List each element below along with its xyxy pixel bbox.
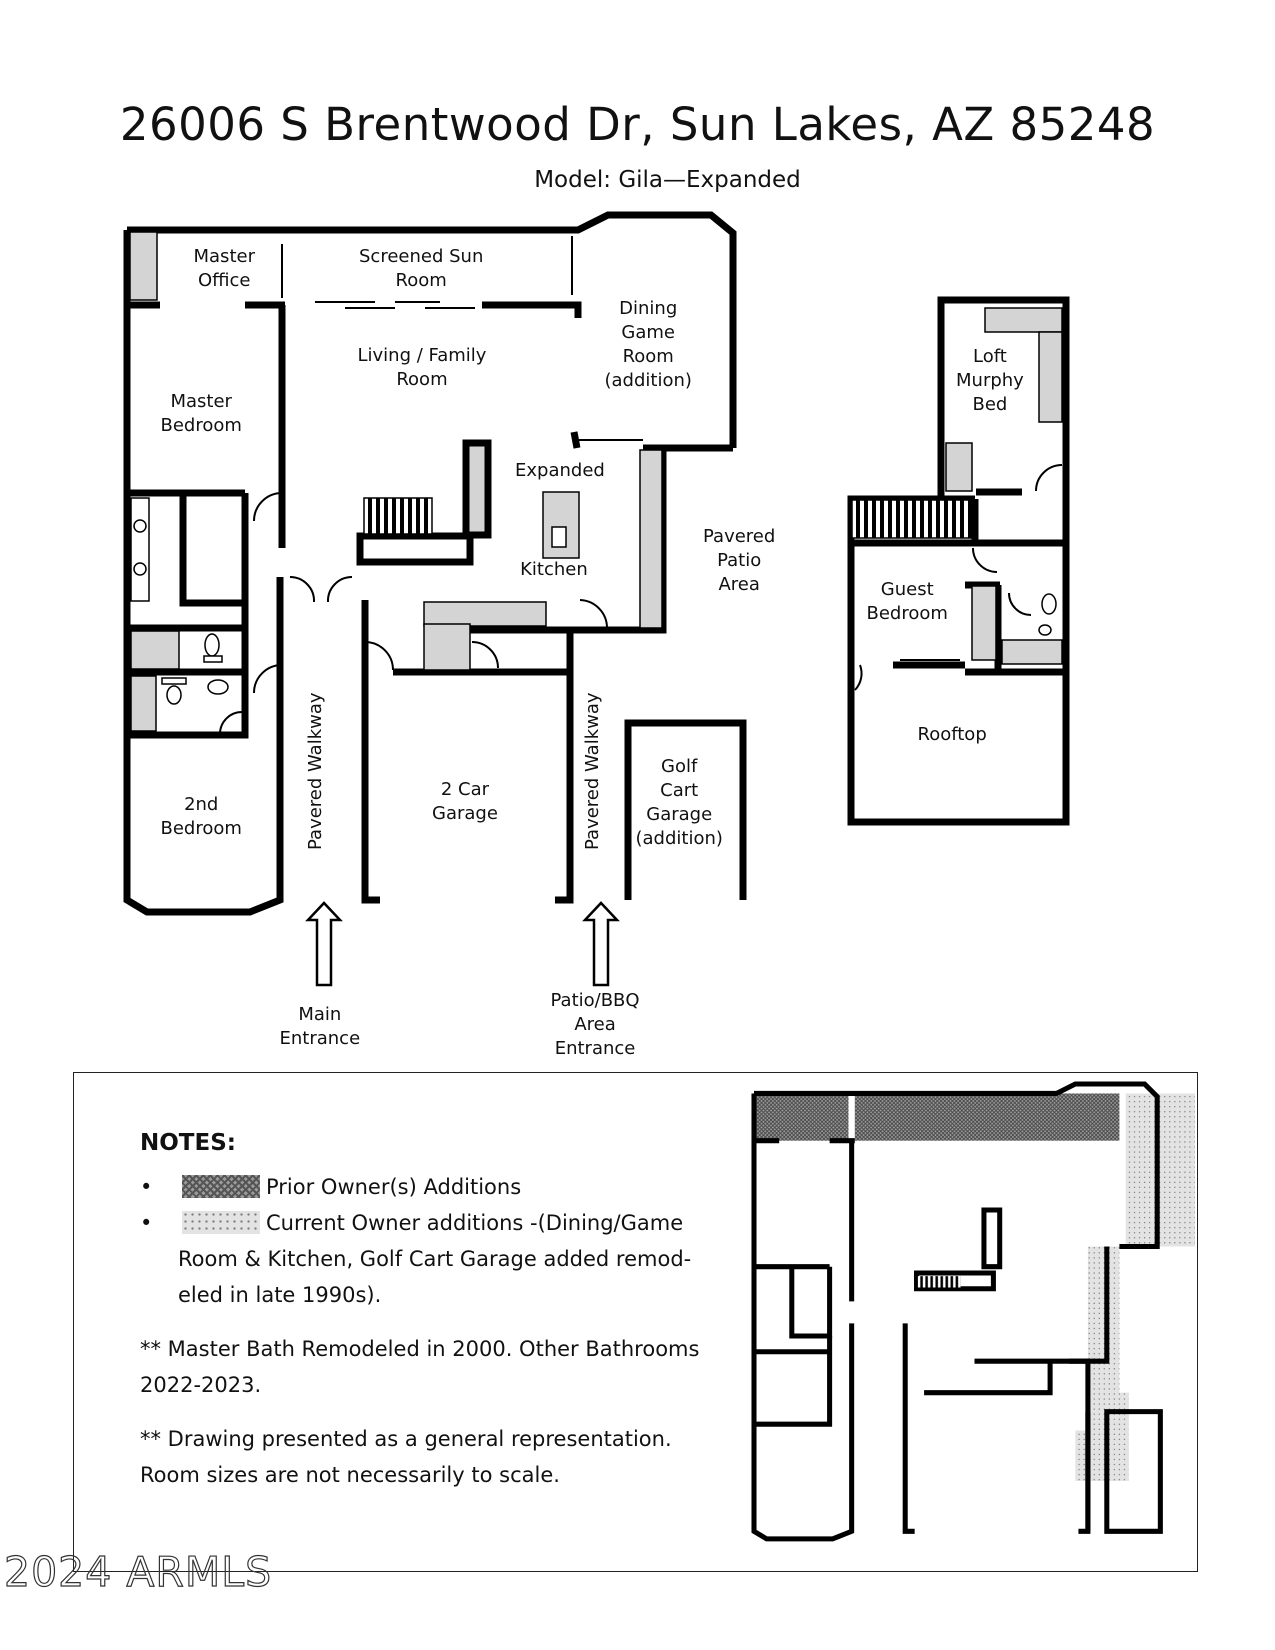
label-line: Room [396,369,448,390]
label-line: Garage [646,804,713,825]
room-label-loft [956,345,1024,417]
label-line: Dining [619,298,678,319]
label-line: Bedroom [160,818,242,839]
bath-remodel-note: ** Master Bath Remodeled in 2000. Other Bathrooms 2022-2023. [140,1337,700,1397]
label-line: Bed [972,394,1008,415]
label-line: Living / Family [357,345,487,366]
label-line: Patio [717,550,762,571]
label-line: 2nd [184,794,219,815]
room-label-expanded-kitchen [515,459,605,582]
room-label-guest-bedroom [867,578,948,626]
scale-note: ** Drawing presented as a general representation. Room sizes are not necessarily to scale. [140,1427,672,1487]
legend-item-current [140,1205,710,1313]
label-line: Bedroom [866,603,948,624]
walkway-label-text: Pavered Walkway [582,692,603,850]
kitchen-label-line: Expanded [515,460,605,481]
watermark: 2024 ARMLS [4,1548,273,1596]
label-line: Golf [661,756,698,777]
label-line: Main [298,1004,342,1025]
legend-current-label: Current Owner additions -(Dining/Game Room & Kitchen, Golf Cart Garage added remod-eled in late 1990s). [178,1211,692,1307]
kitchen-label-line: Kitchen [520,559,588,580]
label-line: Area [718,574,760,595]
label-line: Garage [432,803,498,824]
room-label-pavered-patio-area [703,525,775,597]
bullet-icon: • [140,1211,153,1235]
label-line: Cart [660,780,699,801]
label-line: Patio/BBQ [550,990,640,1011]
room-label-living-family-room [358,344,487,392]
label-line: Bedroom [160,415,242,436]
label-line: Entrance [554,1038,636,1059]
room-label-walkway-right [581,692,605,850]
label-line: Pavered [703,526,776,547]
room-label-golf-cart-garage [636,755,723,851]
model-subtitle: Model: Gila—Expanded [534,167,801,193]
label-line: Guest [880,579,934,600]
prior-additions-swatch [182,1175,260,1198]
label-line: Rooftop [917,724,987,745]
label-line: Murphy [956,370,1024,391]
room-label-dining-game-room [605,297,692,393]
room-label-rooftop [918,723,987,747]
label-line: Game [621,322,675,343]
label-line: (addition) [635,828,723,849]
room-label-two-car-garage [432,778,498,826]
room-label-master-office [194,245,255,293]
label-line: Office [197,270,251,291]
label-line: Room [395,270,447,291]
current-additions-swatch [182,1211,260,1234]
label-line: Loft [973,346,1007,367]
label-line: Entrance [279,1028,361,1049]
label-line: Room [622,346,674,367]
entrance-arrows [308,903,617,985]
label-line: Area [574,1014,616,1035]
room-label-master-bedroom [161,390,242,438]
bullet-icon: • [140,1175,153,1199]
page-title: 26006 S Brentwood Dr, Sun Lakes, AZ 85248 [119,98,1156,151]
label-line: Master [170,391,232,412]
label-line: Screened Sun [359,246,484,267]
label-line: (addition) [604,370,692,391]
notes-section [140,1125,710,1493]
room-label-walkway-left [304,692,328,850]
notes-heading: NOTES: [140,1130,236,1156]
room-label-second-bedroom [161,793,242,841]
room-label-patio [551,989,640,1061]
room-label-main [280,1003,361,1051]
walkway-label-text: Pavered Walkway [305,692,326,850]
label-line: Master [193,246,255,267]
room-label-screened-sun-room [359,245,483,293]
legend-item-prior [140,1169,710,1205]
legend-prior-label: Prior Owner(s) Additions [266,1175,522,1199]
label-line: 2 Car [440,779,490,800]
